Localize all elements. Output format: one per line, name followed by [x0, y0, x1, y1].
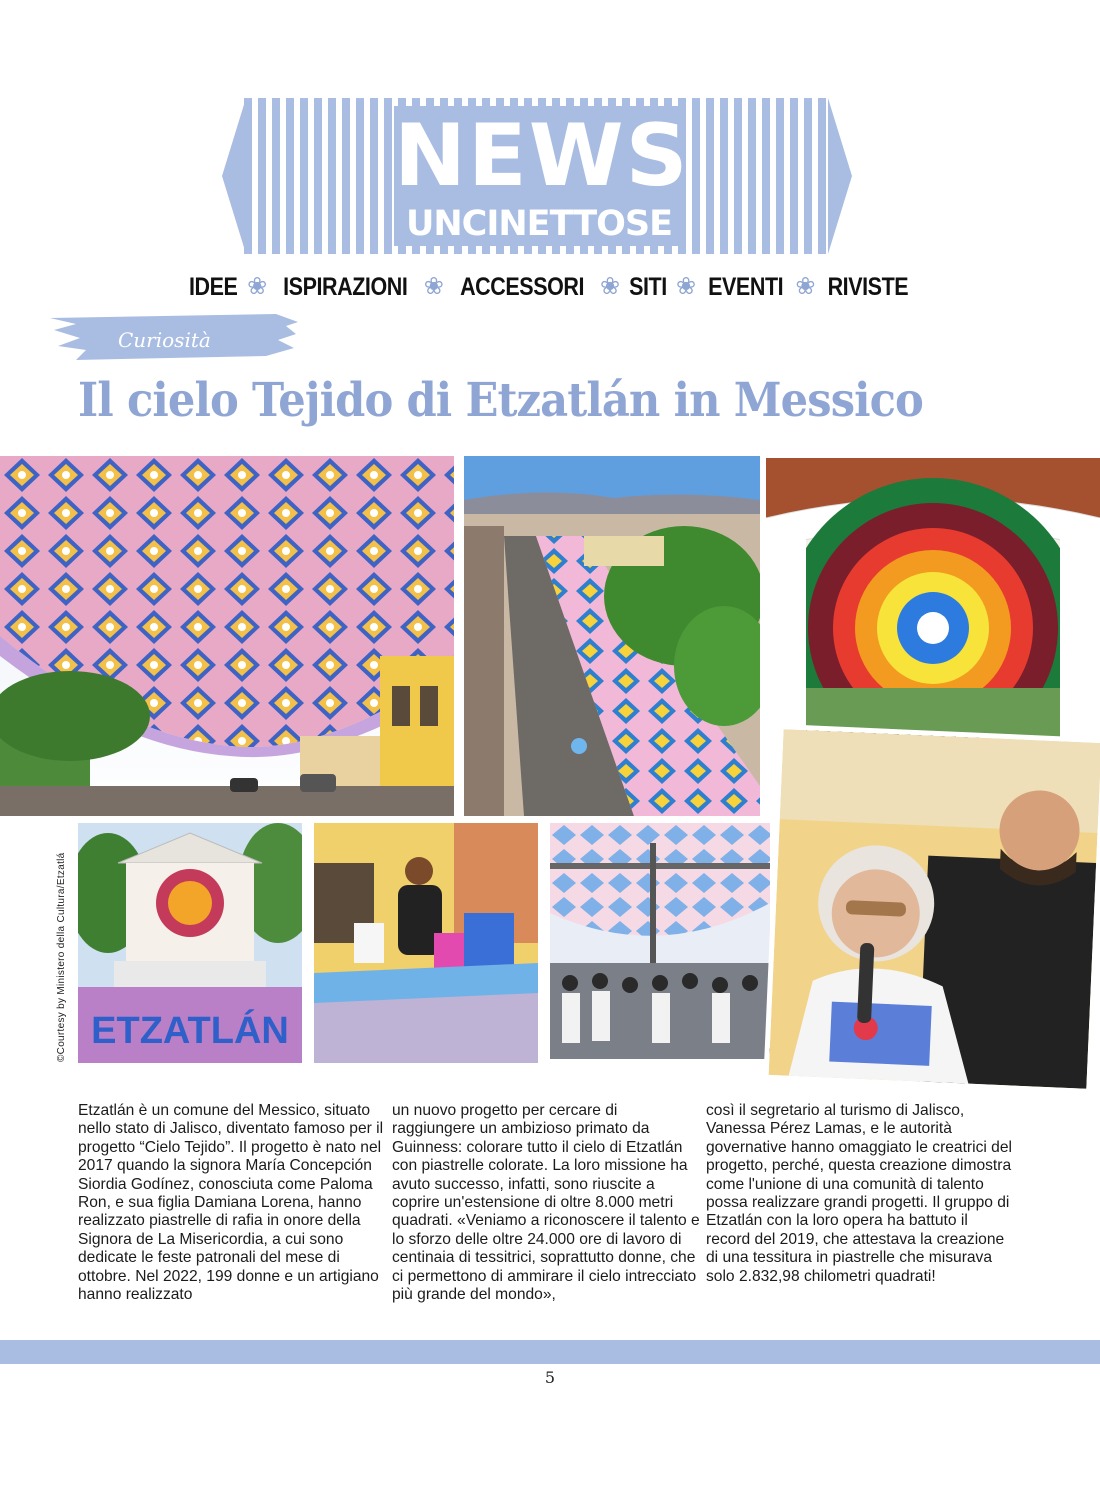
page-number: 5 — [544, 1368, 556, 1387]
photo-speaker-woman — [769, 729, 1100, 1089]
masthead-logo — [222, 98, 852, 254]
nav-item-eventi: EVENTI — [708, 273, 784, 301]
photo-artisan-woman — [314, 823, 538, 1063]
footer-bar — [0, 1340, 1100, 1364]
masthead-plate — [394, 106, 690, 246]
photo-event-audience — [550, 823, 770, 1059]
article-column-2: un nuovo progetto per cercare di raggiungere un ambizioso primato da Guinness: colorare tutto il cielo di Etzatlán con piastrelle colorate. La loro missione ha avuto successo, infatti, sono riuscite a coprire un'estensione di oltre 8.000 metri quadrati. «Veniamo a riconoscere il talento e lo sforzo delle oltre 24.000 ore di lavoro di centinaia di tessitrici, soprattutto donne, che ci permettono di ammirare il cielo intrecciato più grande del mondo», — [392, 1102, 700, 1304]
flower-icon: ❀ — [423, 273, 444, 300]
article-column-1: Etzatlán è un comune del Messico, situato nello stato di Jalisco, diventato famoso per il progetto “Cielo Tejido”. Il progetto è nato nel 2017 quando la signora María Concepción Siordia Godínez, conosciuta come Paloma Ron, e sua figlia Damiana Lorena, hanno realizzato piastrelle di rafia in onore della Signora de La Misericordia, a cui sono dedicate le feste patronali del mese di ottobre. Nel 2022, 199 donne e un artigiano hanno realizzato — [78, 1102, 384, 1304]
masthead-arrow-right — [828, 98, 852, 254]
masthead-arrow-left — [222, 98, 246, 254]
flower-icon: ❀ — [675, 273, 697, 300]
photo-kiosk-ceiling — [766, 458, 1100, 738]
kicker-label: Curiosità — [118, 328, 211, 352]
photo-canopy-street — [0, 456, 454, 816]
flower-icon: ❀ — [795, 273, 816, 300]
photo-gazebo — [78, 823, 302, 1063]
photo-credit: ©Courtesy by Ministero della Cultura/Etzatlá — [56, 852, 67, 1062]
nav-item-accessori: ACCESSORI — [459, 273, 584, 301]
nav-item-idee: IDEE — [188, 273, 238, 301]
masthead-title: NEWS — [394, 106, 690, 206]
masthead-subtitle: UNCINETTOSE — [405, 204, 673, 244]
nav-item-siti: SITI — [629, 273, 667, 301]
photo-lettering: ETZATLÁN — [91, 1010, 289, 1052]
flower-icon: ❀ — [600, 273, 621, 300]
section-nav — [0, 272, 1100, 302]
nav-item-riviste: RIVISTE — [828, 273, 909, 301]
flower-icon: ❀ — [247, 273, 268, 300]
nav-item-ispirazioni: ISPIRAZIONI — [283, 273, 408, 301]
article-column-3: così il segretario al turismo di Jalisco, Vanessa Pérez Lamas, e le autorità governative hanno omaggiato le creatrici del progetto, perché, questa creazione dimostra come l'unione di una comunità di talento possa realizzare grandi progetti. Il gruppo di Etzatlán con la loro opera ha battuto il record del 2019, che attestava la creazione di una tessitura in piastrelle che misurava solo 2.832,98 chilometri quadrati! — [706, 1102, 1012, 1285]
article-title: Il cielo Tejido di Etzatlán in Messico — [78, 373, 923, 428]
photo-aerial-street — [464, 456, 760, 816]
